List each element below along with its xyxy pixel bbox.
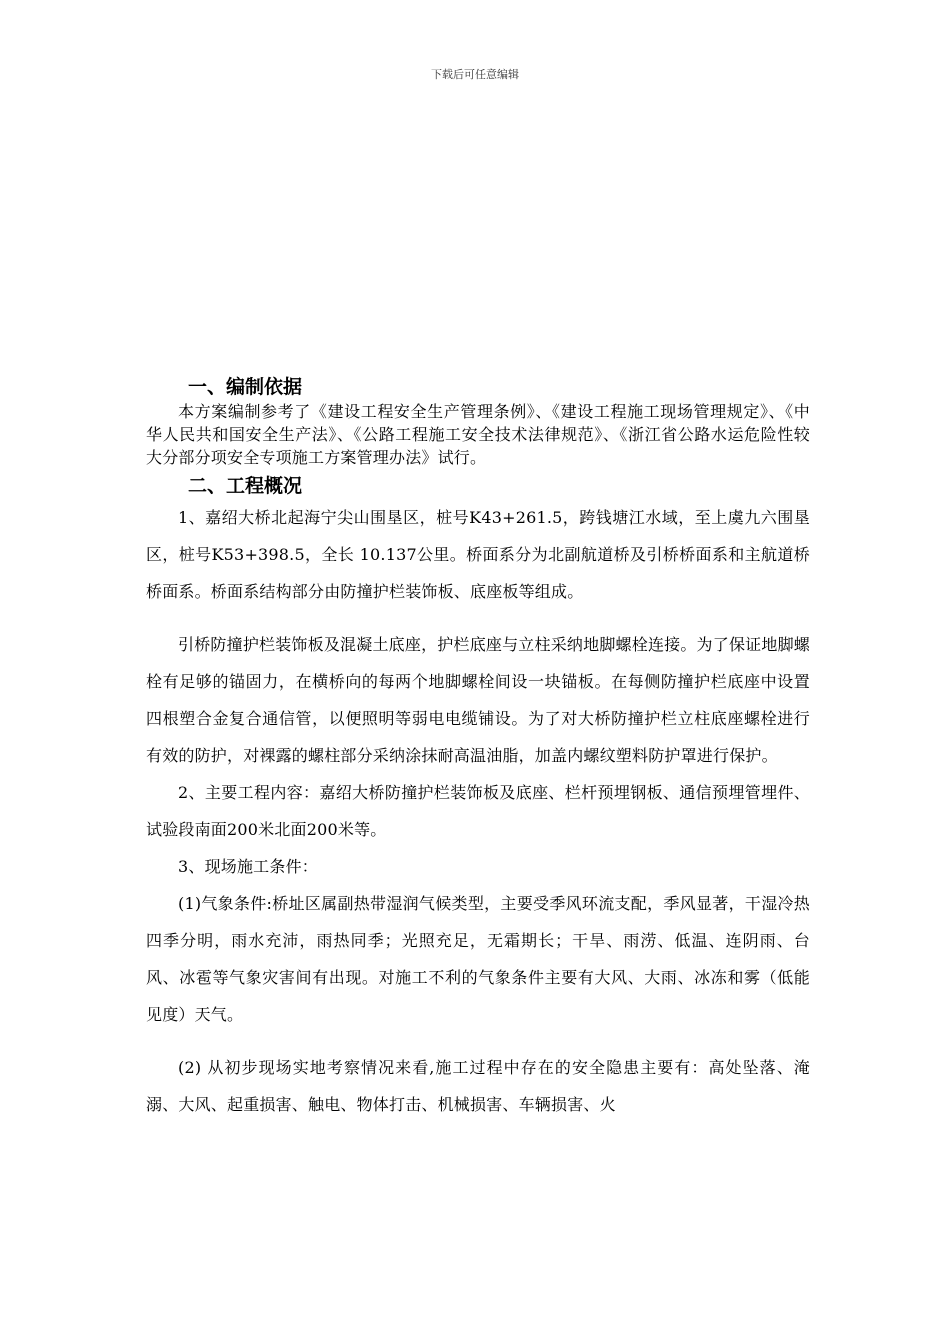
document-body bbox=[146, 374, 810, 1123]
overview-paragraph-2: 引桥防撞护栏装饰板及混凝土底座，护栏底座与立柱采纳地脚螺栓连接。为了保证地脚螺栓有足够的锚固力，在横桥向的每两个地脚螺栓间设一块锚板。在每侧防撞护栏底座中设置四根塑合金复合通信管，以便照明等弱电电缆铺设。为了对大桥防撞护栏立柱底座螺栓进行有效的防护，对裸露的螺柱部分采纳涂抹耐高温油脂，加盖内螺纹塑料防护罩进行保护。 bbox=[146, 635, 810, 765]
overview-paragraph-3: 2、主要工程内容：嘉绍大桥防撞护栏装饰板及底座、栏杆预埋钢板、通信预埋管埋件、试验段南面200米北面200米等。 bbox=[146, 783, 810, 839]
overview-paragraph-6: (2) 从初步现场实地考察情况来看,施工过程中存在的安全隐患主要有：高处坠落、淹溺、大风、起重损害、触电、物体打击、机械损害、车辆损害、火 bbox=[146, 1058, 810, 1114]
section-heading-basis: 一、编制依据 bbox=[188, 376, 303, 398]
overview-paragraph-5: (1)气象条件:桥址区属副热带湿润气候类型，主要受季风环流支配，季风显著，干湿冷热四季分明，雨水充沛，雨热同季；光照充足，无霜期长；干旱、雨涝、低温、连阴雨、台风、冰雹等气象灾害间有出现。对施工不利的气象条件主要有大风、大雨、冰冻和雾（低能见度）天气。 bbox=[146, 894, 810, 1024]
page-header-watermark: 下载后可任意编辑 bbox=[431, 68, 519, 81]
basis-paragraph: 本方案编制参考了《建设工程安全生产管理条例》、《建设工程施工现场管理规定》、《中华人民共和国安全生产法》、《公路工程施工安全技术法律规范》、《浙江省公路水运危险性较大分部分项安全专项施工方案管理办法》试行。 bbox=[146, 402, 810, 467]
section-heading-overview: 二、工程概况 bbox=[188, 475, 303, 497]
overview-paragraph-1: 1、嘉绍大桥北起海宁尖山围垦区，桩号K43+261.5，跨钱塘江水域，至上虞九六围垦区，桩号K53+398.5，全长 10.137公里。桥面系分为北副航道桥及引桥桥面系和主航道桥桥面系。桥面系结构部分由防撞护栏装饰板、底座板等组成。 bbox=[146, 508, 810, 601]
overview-paragraph-4: 3、现场施工条件： bbox=[178, 857, 318, 876]
